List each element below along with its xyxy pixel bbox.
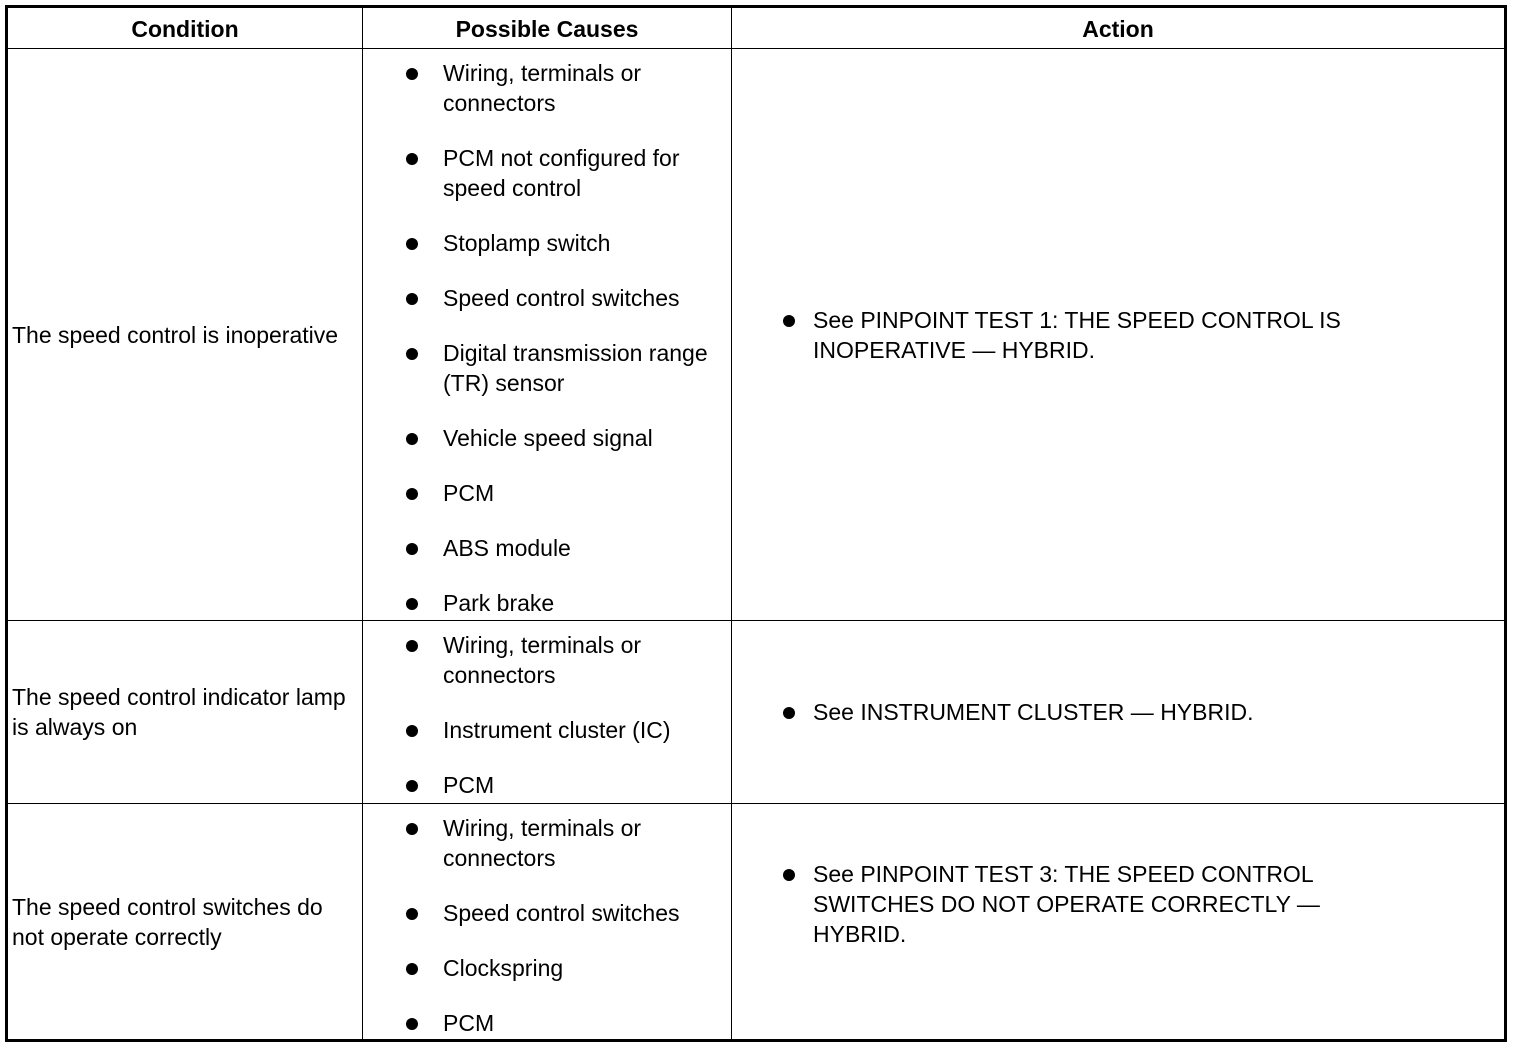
causes-list (403, 813, 731, 1038)
causes-cell (363, 630, 731, 800)
causes-cell (363, 813, 731, 1038)
header-possible-causes: Possible Causes (455, 15, 639, 42)
causes-cell (363, 58, 731, 618)
list-item: PCM not configured for speed control (403, 143, 731, 203)
list-item: Wiring, terminals or connectors (403, 58, 731, 118)
bullet-icon (406, 68, 418, 80)
bullet-icon (406, 153, 418, 165)
bullet-icon (406, 780, 418, 792)
bullet-icon (406, 640, 418, 652)
condition-text: The speed control indicator lamp is always on (12, 684, 346, 740)
list-item: See PINPOINT TEST 3: THE SPEED CONTROL SWITCHES DO NOT OPERATE CORRECTLY — HYBRID. (780, 859, 1332, 949)
list-item: Park brake (403, 588, 731, 618)
bullet-icon (783, 315, 795, 327)
list-item: Instrument cluster (IC) (403, 715, 731, 745)
bullet-icon (406, 543, 418, 555)
action-list (780, 305, 1372, 365)
bullet-icon (406, 1018, 418, 1030)
bullet-icon (406, 293, 418, 305)
list-item: Clockspring (403, 953, 731, 983)
bullet-icon (406, 725, 418, 737)
bullet-icon (406, 908, 418, 920)
header-condition: Condition (131, 15, 239, 42)
bullet-icon (783, 707, 795, 719)
bullet-icon (406, 488, 418, 500)
bullet-icon (406, 238, 418, 250)
list-item: Digital transmission range (TR) sensor (403, 338, 731, 398)
action-list (780, 697, 1253, 727)
diagnosis-table (5, 5, 1507, 1042)
list-item: Speed control switches (403, 898, 731, 928)
list-item: Stoplamp switch (403, 228, 731, 258)
header-action: Action (1082, 15, 1154, 42)
bullet-icon (406, 823, 418, 835)
list-item: See PINPOINT TEST 1: THE SPEED CONTROL IS INOPERATIVE — HYBRID. (780, 305, 1372, 365)
list-item: PCM (403, 478, 731, 508)
bullet-icon (406, 433, 418, 445)
action-cell (732, 804, 1332, 1004)
list-item: Wiring, terminals or connectors (403, 630, 731, 690)
bullet-icon (406, 963, 418, 975)
list-item: Speed control switches (403, 283, 731, 313)
bullet-icon (406, 348, 418, 360)
bullet-icon (783, 869, 795, 881)
action-cell (732, 621, 1372, 803)
list-item: ABS module (403, 533, 731, 563)
bullet-icon (406, 598, 418, 610)
list-item: See INSTRUMENT CLUSTER — HYBRID. (780, 697, 1253, 727)
list-item: Wiring, terminals or connectors (403, 813, 731, 873)
condition-cell (8, 49, 348, 620)
causes-list (403, 58, 731, 618)
action-cell (732, 49, 1372, 620)
condition-text: The speed control switches do not operate correctly (12, 893, 323, 950)
list-item: Vehicle speed signal (403, 423, 731, 453)
causes-list (403, 630, 731, 800)
condition-cell (8, 804, 358, 1039)
action-list (780, 859, 1332, 949)
condition-cell (8, 621, 348, 803)
list-item: PCM (403, 1008, 731, 1038)
condition-text: The speed control is inoperative (12, 321, 339, 348)
list-item: PCM (403, 770, 731, 800)
